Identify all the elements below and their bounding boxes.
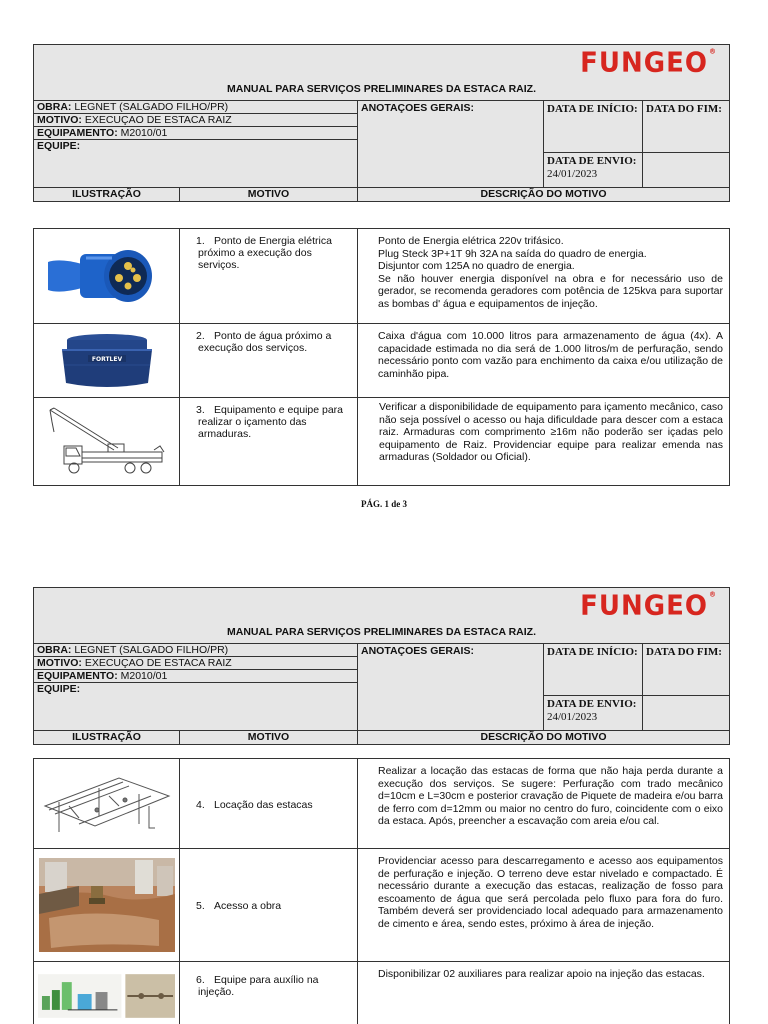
equipamento-row: EQUIPAMENTO: M2010/01 (34, 670, 357, 683)
header-top (34, 588, 729, 644)
stake-layout-icon (39, 766, 175, 842)
header-info-grid (34, 101, 729, 187)
illustration-stake-layout (34, 759, 180, 848)
project-info (34, 101, 358, 187)
col-descricao: DESCRIÇÃO DO MOTIVO (480, 188, 607, 200)
motivo-row: MOTIVO: EXECUÇAO DE ESTACA RAIZ (34, 657, 357, 670)
injection-diagram-icon (38, 974, 175, 1018)
crane-truck-icon (42, 402, 172, 482)
table-row (34, 398, 729, 485)
column-headers (34, 187, 729, 201)
data-inicio-label: DATA DE INÍCIO: (544, 644, 642, 696)
fungeo-logo: FUNGEO® (580, 590, 717, 622)
page2-content-table (33, 758, 730, 1024)
data-inicio-label: DATA DE INÍCIO: (544, 101, 642, 153)
page1-header (33, 44, 730, 202)
illustration-injection-diagram (34, 962, 180, 1024)
illustration-water-tank (34, 324, 180, 397)
motivo-cell: 5. Acesso a obra (180, 849, 358, 961)
header-info-grid (34, 644, 729, 730)
data-fim-label: DATA DO FIM: (643, 644, 729, 696)
table-row (34, 324, 729, 398)
data-envio: DATA DE ENVIO: 24/01/2023 (547, 698, 637, 723)
motivo-cell: 2. Ponto de água próximo a execução dos serviços. (180, 324, 358, 397)
data-fim-label: DATA DO FIM: (643, 101, 729, 153)
illustration-plug (34, 229, 180, 323)
equipe-row: EQUIPE: (37, 683, 81, 695)
svg-text:FORTLEV: FORTLEV (91, 355, 122, 363)
project-info (34, 644, 358, 730)
motivo-cell: 4. Locação das estacas (180, 759, 358, 848)
obra-row: OBRA: LEGNET (SALGADO FILHO/PR) (34, 101, 357, 114)
data-envio: DATA DE ENVIO: 24/01/2023 (547, 155, 637, 180)
motivo-row: MOTIVO: EXECUÇAO DE ESTACA RAIZ (34, 114, 357, 127)
description-cell: Realizar a locação das estacas de forma que não haja perda durante a execução dos serviços. Se sugere: Perfuração com trado mecânico d=10cm e L=30cm e posterior cravação de Piquete de madeira e/ou barra de ferro com d=12mm ou maior no centro do furo, coincidente com o eixo da estaca. Após, preencher a escavação com areia e/ou cal. (378, 765, 723, 827)
description-cell: Verificar a disponibilidade de equipamento para içamento mecânico, caso não seja possível o acesso ou haja dificuldade para descer com a estaca raiz. Armaduras com comprimento ≥16m não poderão ser içadas pelo equipamento de Raiz. Providenciar equipe para realizar emenda nas armaduras (Soldador ou Oficial). (379, 401, 723, 463)
anotacoes-gerais: ANOTAÇOES GERAIS: (358, 101, 544, 187)
document-title: MANUAL PARA SERVIÇOS PRELIMINARES DA ESTACA RAIZ. (227, 626, 536, 638)
illustration-crane-truck (34, 398, 180, 486)
motivo-cell: 6. Equipe para auxílio na injeção. (180, 962, 358, 1024)
fungeo-logo: FUNGEO® (580, 47, 717, 79)
equipamento-row: EQUIPAMENTO: M2010/01 (34, 127, 357, 140)
col-ilustracao: ILUSTRAÇÃO (34, 188, 180, 201)
col-ilustracao: ILUSTRAÇÃO (34, 731, 180, 744)
motivo-cell: 1. Ponto de Energia elétrica próximo a execução dos serviços. (180, 229, 358, 323)
table-row (34, 229, 729, 324)
illustration-site-access (34, 849, 180, 961)
anotacoes-gerais: ANOTAÇOES GERAIS: (358, 644, 544, 730)
description-cell: Providenciar acesso para descarregamento e acesso aos equipamentos de perfuração e injeção. O terreno deve estar nivelado e compactado. É necessário durante a execução das estacas, realização de fosso para escoamento de água que será percolada pelo fluxo para fora do furo. Também deverá ser providenciado local adequado para armazenamento de cimento e área, sendo estes, próximo à área de injeção. (378, 855, 723, 930)
col-descricao: DESCRIÇÃO DO MOTIVO (480, 731, 607, 743)
document-title: MANUAL PARA SERVIÇOS PRELIMINARES DA ESTACA RAIZ. (227, 83, 536, 95)
page1-content-table (33, 228, 730, 486)
water-tank-icon (52, 331, 162, 391)
table-row (34, 849, 729, 962)
construction-site-photo (39, 858, 175, 952)
table-row (34, 962, 729, 1024)
page-number: PÁG. 1 de 3 (361, 499, 407, 509)
col-motivo: MOTIVO (180, 731, 358, 744)
equipe-row: EQUIPE: (37, 140, 81, 152)
header-top (34, 45, 729, 101)
description-cell: Disponibilizar 02 auxiliares para realizar apoio na injeção das estacas. (378, 968, 705, 980)
column-headers (34, 730, 729, 744)
obra-row: OBRA: LEGNET (SALGADO FILHO/PR) (34, 644, 357, 657)
col-motivo: MOTIVO (180, 188, 358, 201)
table-row (34, 759, 729, 849)
power-plug-icon (42, 236, 172, 316)
page2-header (33, 587, 730, 745)
description-cell: Caixa d'água com 10.000 litros para armazenamento de água (4x). A capacidade estimada no dia será de 1.000 litros/m de perfuração, sendo necessário ponto com vazão para enchimento da caixa e/ou utilização de caminhão pipa. (378, 330, 723, 380)
motivo-cell: 3. Equipamento e equipe para realizar o içamento das armaduras. (180, 398, 358, 486)
description-cell: Ponto de Energia elétrica 220v trifásico. Plug Steck 3P+1T 9h 32A na saída do quadro de energia. Disjuntor com 125A no quadro de energia. Se não houver energia disponível na obra e for necessário uso de gerador, se recomenda geradores com potência de 125kva para suportar as bombas d' água e equipamentos de injeção. (378, 235, 723, 310)
